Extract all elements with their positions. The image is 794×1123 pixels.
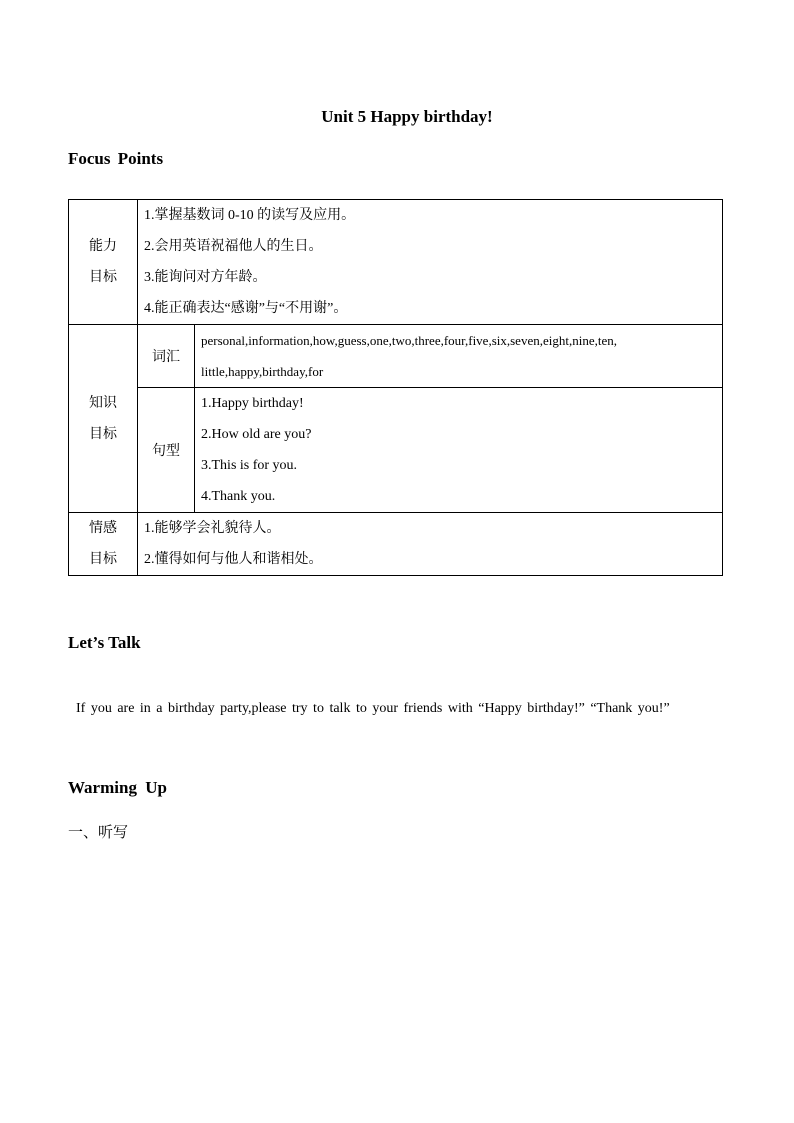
knowledge-label-line1: 知识	[89, 395, 117, 411]
ability-label-cell	[69, 200, 138, 325]
sentence-item: 1.Happy birthday!	[201, 396, 304, 411]
vocab-label: 词汇	[138, 325, 195, 388]
emotion-item: 2.懂得如何与他人和谐相处。	[144, 552, 323, 567]
ability-item: 3.能询问对方年龄。	[144, 270, 267, 285]
sentence-label: 句型	[138, 388, 195, 513]
ability-row	[69, 200, 723, 325]
ability-item: 4.能正确表达“感谢”与“不用谢”。	[144, 301, 348, 316]
vocab-line: little,happy,birthday,for	[201, 364, 324, 379]
knowledge-vocab-row	[69, 325, 723, 388]
focus-points-table	[68, 199, 723, 576]
ability-items-cell	[138, 200, 723, 325]
emotion-label-line1: 情感	[89, 521, 117, 536]
sentence-item: 2.How old are you?	[201, 427, 312, 442]
knowledge-label-cell	[69, 325, 138, 513]
emotion-items-cell	[138, 513, 723, 576]
ability-label-line1: 能力	[89, 239, 117, 254]
ability-label-line2: 目标	[89, 270, 117, 285]
emotion-label-line2: 目标	[89, 552, 117, 567]
emotion-item: 1.能够学会礼貌待人。	[144, 521, 281, 536]
sentence-cell	[195, 388, 723, 513]
knowledge-label-line2: 目标	[89, 426, 117, 442]
warming-up-heading: Warming Up	[68, 778, 167, 797]
ability-item: 1.掌握基数词 0-10 的读写及应用。	[144, 208, 356, 223]
dictation-section-title: 一、听写	[68, 825, 129, 841]
knowledge-sentence-row	[69, 388, 723, 513]
emotion-label-cell	[69, 513, 138, 576]
focus-points-heading: Focus Points	[68, 149, 164, 168]
sentence-item: 3.This is for you.	[201, 458, 298, 473]
emotion-row	[69, 513, 723, 576]
ability-item: 2.会用英语祝福他人的生日。	[144, 239, 323, 254]
page-title: Unit 5 Happy birthday!	[321, 107, 493, 126]
lets-talk-heading: Let’s Talk	[68, 633, 141, 652]
sentence-item: 4.Thank you.	[201, 489, 276, 504]
vocab-cell	[195, 325, 723, 388]
vocab-line: personal,information,how,guess,one,two,three,four,five,six,seven,eight,nine,ten,	[201, 333, 617, 348]
lets-talk-text: If you are in a birthday party,please try to talk to your friends with “Happy birthday!” “Thank you!”	[76, 701, 670, 716]
